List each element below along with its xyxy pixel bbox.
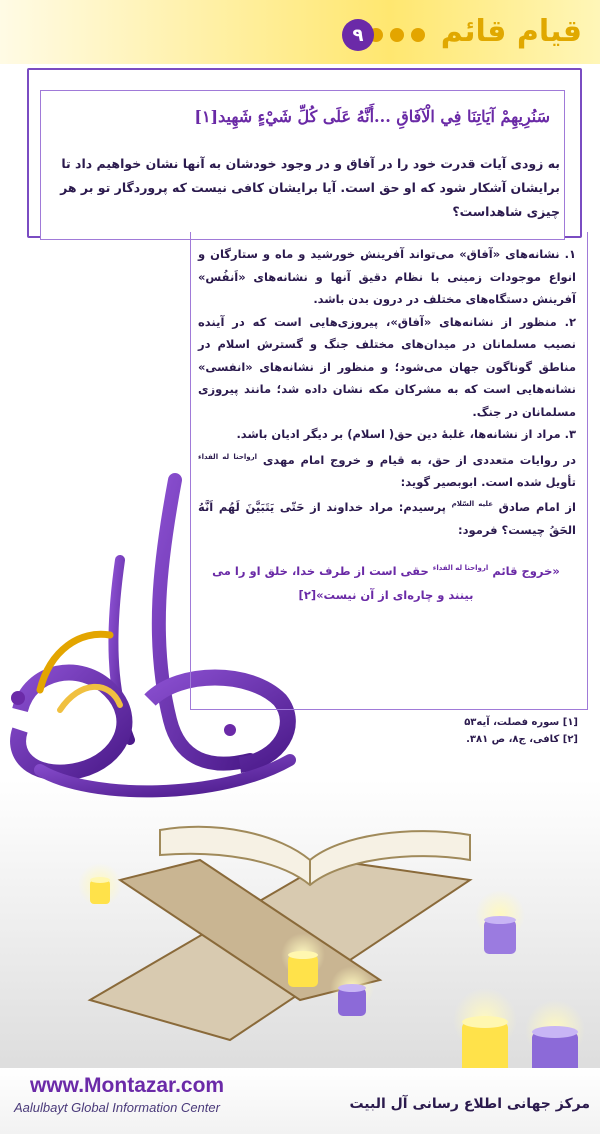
quote-text: «خروج قائم	[492, 563, 560, 578]
point-1: ۱. نشانه‌های «آفاق» می‌تواند آفرینش خورشید و ماه و ستارگان و انواع موجودات زمینی با نظام دقیق آنها و نشانه‌های «اَنفُس» آفرینش دستگاه‌های مختلف در درون بدن باشد.	[198, 247, 576, 306]
quran-verse: سَنُرِيهِمْ آيَاتِنَا فِي الْآفَاقِ ...أَنَّهُ عَلَى كُلِّ شَيْءٍ شَهِيد[۱]	[194, 107, 550, 126]
footnote: [۲] کافی، ج۸، ص ۳۸۱.	[466, 734, 578, 745]
explanation-text	[198, 243, 576, 541]
narration-intro	[198, 446, 576, 494]
footnotes	[278, 714, 578, 748]
candle-icon	[453, 988, 517, 1074]
point-3: ۳. مراد از نشانه‌ها، غلبۀ دین حق( اسلام) بر دیگر ادیان باشد.	[236, 427, 576, 441]
honorific: ارواحنا له الفداء	[432, 564, 489, 572]
page-title: قیام قائم	[440, 14, 582, 49]
site-subtitle: Aalulbayt Global Information Center	[14, 1100, 220, 1115]
candle-icon	[78, 863, 122, 907]
dot-decoration	[411, 28, 425, 42]
narration-question	[198, 493, 576, 541]
organization-name: مرکز جهانی اطلاع رسانی آل البیت	[349, 1096, 590, 1112]
footnote: [۱] سوره فصلت، آیه۵۳	[464, 717, 578, 728]
point-2: ۲. منظور از نشانه‌های «آفاق»، پیروزی‌هایی است که در آینده نصیب مسلمانان در میدان‌های مختلف جنگ و گسترش اسلام در مناطق گوناگون جهان می‌شود؛ و منظور از نشانه‌های «انفسی» نشانه‌هایی است که به مشرکان مکه نشان داده شد؛ مانند پیروزی مسلمانان در جنگ.	[198, 314, 576, 419]
number-badge: ۹	[342, 19, 374, 51]
quote-text: حقی است از طرف خدا، خلق او را می بینند و چاره‌ای از آن نیست»[۲]	[212, 563, 474, 602]
narration-text: در روایات متعددی از حق، به قیام و خروج امام مهدی	[262, 452, 576, 467]
narration-text: از امام صادق	[498, 500, 576, 515]
verse-translation: به زودی آیات قدرت خود را در آفاق و در وجود خودشان به آنها نشان خواهیم داد تا برایشان آشکار شود که او حق است. آیا برایشان کافی نیست که پروردگار تو بر هر چیزی شاهداست؟	[60, 156, 560, 219]
narration-text: تأویل شده است. ابوبصیر گوید:	[400, 474, 576, 489]
dot-decoration	[390, 28, 404, 42]
hadith-quote	[198, 556, 574, 607]
honorific: علیه السّلام	[451, 500, 494, 509]
honorific: ارواحنا له الفداء	[198, 452, 258, 461]
candle-icon	[525, 1000, 585, 1078]
narration-text: پرسیدم: مراد خداوند از حَتّی یَتَبَیَّنَ لَهُم اَنَّهُ الحَقُ چیست؟ فرمود:	[198, 500, 576, 537]
site-link[interactable]: www.Montazar.com	[30, 1074, 225, 1097]
